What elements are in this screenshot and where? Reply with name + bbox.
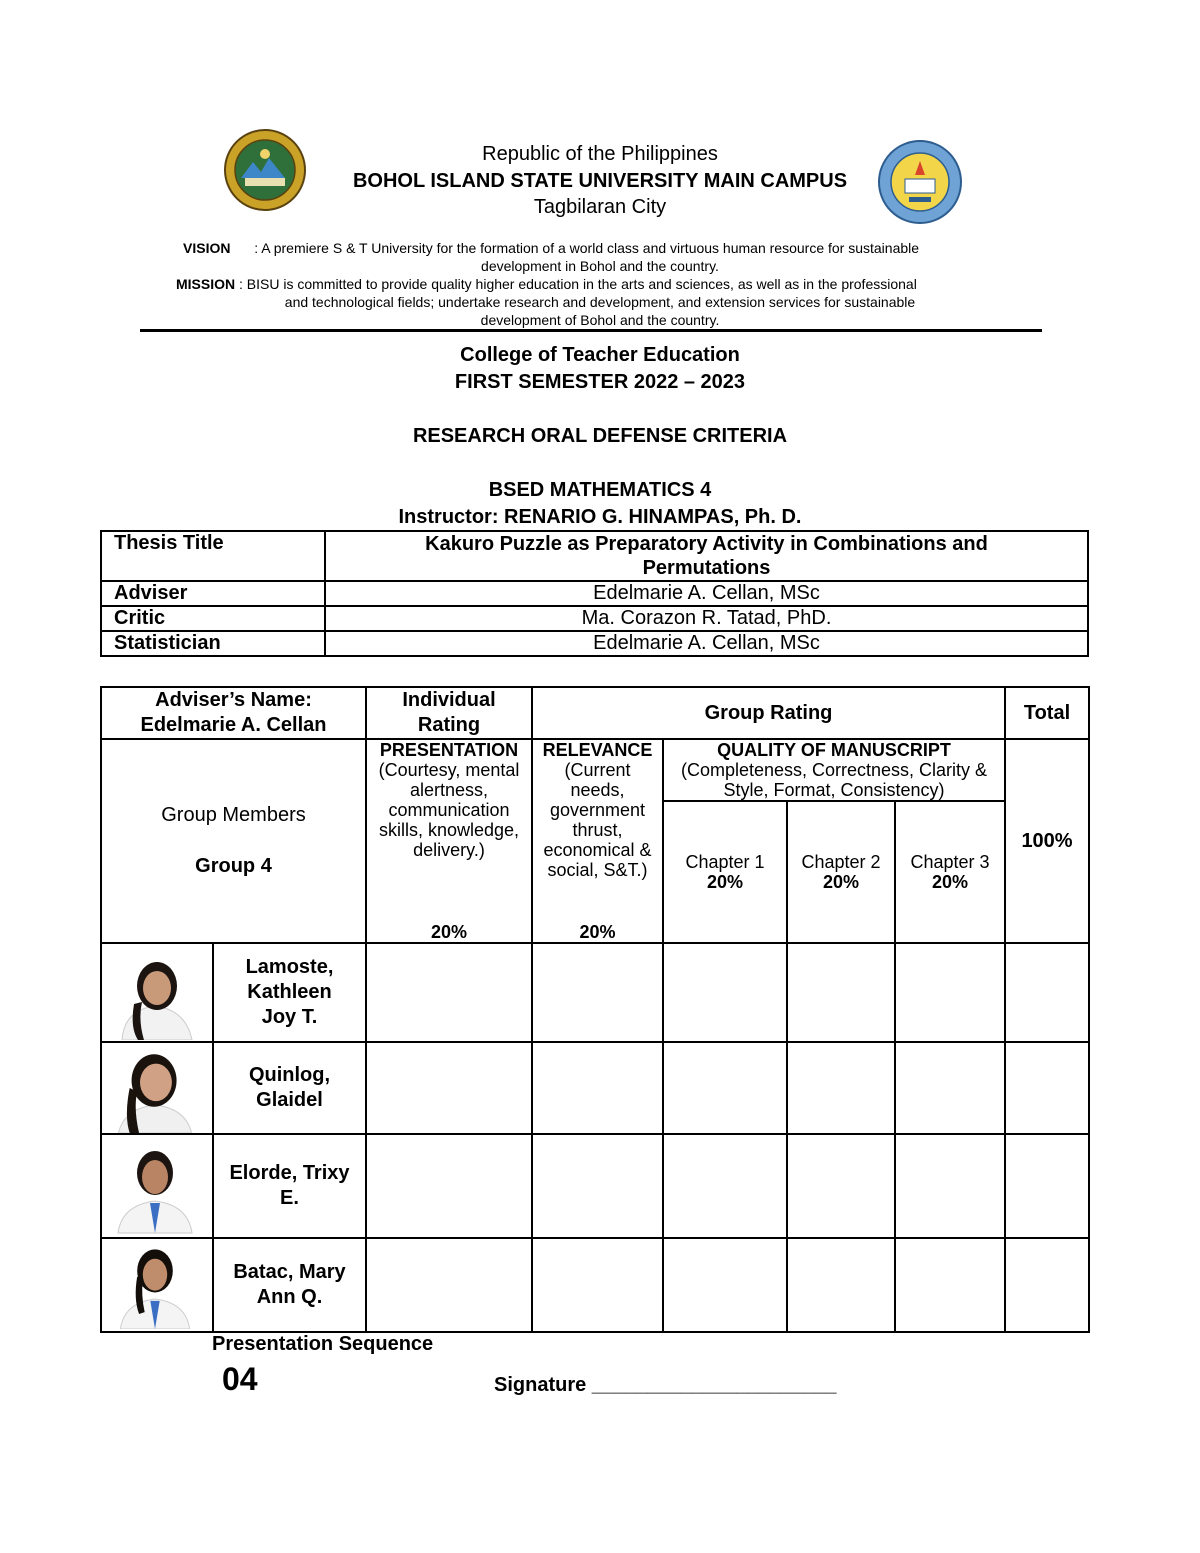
republic-text: Republic of the Philippines [482, 143, 718, 165]
avatar [102, 1043, 208, 1133]
presentation-desc-3: communication [388, 800, 510, 820]
rating-cell[interactable] [895, 1042, 1005, 1134]
rating-cell[interactable] [895, 1238, 1005, 1332]
chapter-1-weight: 20% [706, 872, 744, 892]
presentation-title: PRESENTATION [379, 740, 519, 760]
thesis-value-line1: Kakuro Puzzle as Preparatory Activity in Combinations and [425, 533, 988, 555]
quality-desc-2: Style, Format, Consistency) [723, 780, 945, 800]
member-name-line: Batac, Mary [233, 1261, 346, 1283]
rating-cell[interactable] [1005, 1042, 1089, 1134]
quality-desc-1: (Completeness, Correctness, Clarity & [680, 760, 988, 780]
member-name-line: Ann Q. [256, 1286, 323, 1308]
adviser-name-cell [101, 687, 366, 739]
adviser-value: Edelmarie A. Cellan, MSc [325, 581, 1088, 606]
bisu-seal-icon [223, 128, 307, 212]
group-rating-header: Group Rating [532, 687, 1005, 739]
rating-cell[interactable] [663, 1238, 787, 1332]
presentation-sequence-label: Presentation Sequence [212, 1333, 434, 1355]
member-name-line: Quinlog, [248, 1064, 331, 1086]
vision-line1: : A premiere S & T University for the formation of a world class and virtuous human resource for sustainable [254, 240, 920, 256]
quality-criteria [663, 739, 1005, 801]
relevance-desc-5: economical & [543, 840, 652, 860]
group-members-cell [101, 739, 366, 943]
rating-cell[interactable] [1005, 943, 1089, 1042]
member-name-line: Elorde, Trixy [229, 1162, 350, 1184]
member-name-1 [213, 943, 366, 1042]
chapter-2-label: Chapter 2 [801, 852, 881, 872]
member-name-line: Joy T. [261, 1006, 318, 1028]
rating-cell[interactable] [895, 943, 1005, 1042]
chapter-1-label: Chapter 1 [685, 852, 765, 872]
member-name-2 [213, 1042, 366, 1134]
member-name-3 [213, 1134, 366, 1238]
critic-label: Critic [101, 606, 325, 631]
chapter-1-header [663, 801, 787, 943]
rating-cell[interactable] [366, 1134, 532, 1238]
rating-cell[interactable] [895, 1134, 1005, 1238]
group-label: Group 4 [195, 855, 272, 877]
course-title: BSED MATHEMATICS 4 [488, 479, 712, 501]
adviser-name: Edelmarie A. Cellan [140, 714, 327, 736]
thesis-value-line2: Permutations [642, 557, 771, 579]
rating-cell[interactable] [787, 1134, 895, 1238]
statistician-value: Edelmarie A. Cellan, MSc [325, 631, 1088, 656]
member-name-line: Lamoste, [245, 956, 334, 978]
avatar [102, 944, 208, 1040]
rating-cell[interactable] [787, 943, 895, 1042]
table-row [101, 1238, 1089, 1332]
rating-cell[interactable] [366, 1238, 532, 1332]
header-divider [140, 329, 1042, 332]
member-name-line: Glaidel [256, 1089, 323, 1111]
group-members-label: Group Members [161, 804, 306, 826]
mission-line1: : BISU is committed to provide quality higher education in the arts and sciences, as well as in the professional [239, 276, 917, 292]
rating-header-row [101, 687, 1089, 739]
avatar [102, 1239, 208, 1329]
rating-cell[interactable] [787, 1042, 895, 1134]
rating-cell[interactable] [1005, 1134, 1089, 1238]
relevance-criteria [532, 739, 663, 943]
rating-cell[interactable] [1005, 1238, 1089, 1332]
thesis-row [101, 531, 1088, 581]
statistician-row [101, 631, 1088, 656]
presentation-criteria [366, 739, 532, 943]
presentation-desc-5: delivery.) [413, 840, 485, 860]
rating-cell[interactable] [532, 943, 663, 1042]
rating-cell[interactable] [366, 943, 532, 1042]
adviser-row [101, 581, 1088, 606]
rating-cell[interactable] [787, 1238, 895, 1332]
member-photo-3 [101, 1134, 213, 1238]
presentation-desc-2: alertness, [409, 780, 489, 800]
university-name: BOHOL ISLAND STATE UNIVERSITY MAIN CAMPUS [352, 170, 848, 192]
statistician-label: Statistician [101, 631, 325, 656]
semester-title: FIRST SEMESTER 2022 – 2023 [454, 371, 746, 393]
rating-cell[interactable] [663, 1042, 787, 1134]
chapter-3-header [895, 801, 1005, 943]
member-name-line: Kathleen [247, 981, 332, 1003]
city-text: Tagbilaran City [533, 196, 667, 218]
individual-rating-line2: Rating [417, 714, 481, 736]
chapter-2-header [787, 801, 895, 943]
mission-line3: development of Bohol and the country. [480, 312, 720, 328]
member-photo-1 [101, 943, 213, 1042]
member-photo-2 [101, 1042, 213, 1134]
table-row [101, 943, 1089, 1042]
chapter-2-weight: 20% [822, 872, 860, 892]
college-title: College of Teacher Education [460, 344, 740, 366]
presentation-sequence-number: 04 [222, 1361, 258, 1397]
vision-label: VISION [183, 240, 231, 256]
member-name-line: E. [280, 1187, 299, 1209]
total-weight: 100% [1005, 739, 1089, 943]
mission-block [176, 275, 917, 293]
critic-row [101, 606, 1088, 631]
individual-rating-header [366, 687, 532, 739]
adviser-label: Adviser [101, 581, 325, 606]
vision-line2: development in Bohol and the country. [481, 258, 719, 274]
chapter-3-weight: 20% [931, 872, 969, 892]
rating-cell[interactable] [366, 1042, 532, 1134]
criteria-row-top [101, 739, 1089, 801]
table-row [101, 1042, 1089, 1134]
relevance-weight: 20% [579, 922, 616, 942]
rating-cell[interactable] [663, 1134, 787, 1238]
presentation-desc-4: skills, knowledge, [378, 820, 520, 840]
mission-line2: and technological fields; undertake research and development, and extension services for sustainable [284, 294, 916, 310]
instructor-title: Instructor: RENARIO G. HINAMPAS, Ph. D. [398, 506, 802, 528]
relevance-desc-6: social, S&T.) [547, 860, 648, 880]
relevance-desc-3: government [549, 800, 646, 820]
rating-table [100, 686, 1090, 1333]
presentation-desc-1: (Courtesy, mental [378, 760, 520, 780]
critic-value: Ma. Corazon R. Tatad, PhD. [325, 606, 1088, 631]
thesis-info-table [100, 530, 1089, 657]
relevance-title: RELEVANCE [542, 740, 653, 760]
quality-title: QUALITY OF MANUSCRIPT [717, 740, 951, 760]
member-name-4 [213, 1238, 366, 1332]
chapter-3-label: Chapter 3 [910, 852, 990, 872]
mission-label: MISSION [176, 276, 236, 292]
rating-cell[interactable] [532, 1042, 663, 1134]
total-header: Total [1005, 687, 1089, 739]
presentation-weight: 20% [430, 922, 468, 942]
thesis-value [325, 531, 1088, 581]
adviser-name-label: Adviser’s Name: [155, 689, 312, 711]
relevance-desc-4: thrust, [572, 820, 623, 840]
rating-cell[interactable] [532, 1134, 663, 1238]
table-row [101, 1134, 1089, 1238]
individual-rating-line1: Individual [402, 689, 496, 711]
criteria-title: RESEARCH ORAL DEFENSE CRITERIA [412, 425, 788, 447]
vision-block [183, 239, 919, 257]
member-photo-4 [101, 1238, 213, 1332]
relevance-desc-1: (Current [564, 760, 631, 780]
thesis-label: Thesis Title [101, 531, 325, 581]
signature-line[interactable]: Signature ______________________ [494, 1374, 837, 1396]
rating-cell[interactable] [532, 1238, 663, 1332]
rating-cell[interactable] [663, 943, 787, 1042]
relevance-desc-2: needs, [570, 780, 625, 800]
avatar [102, 1135, 208, 1235]
